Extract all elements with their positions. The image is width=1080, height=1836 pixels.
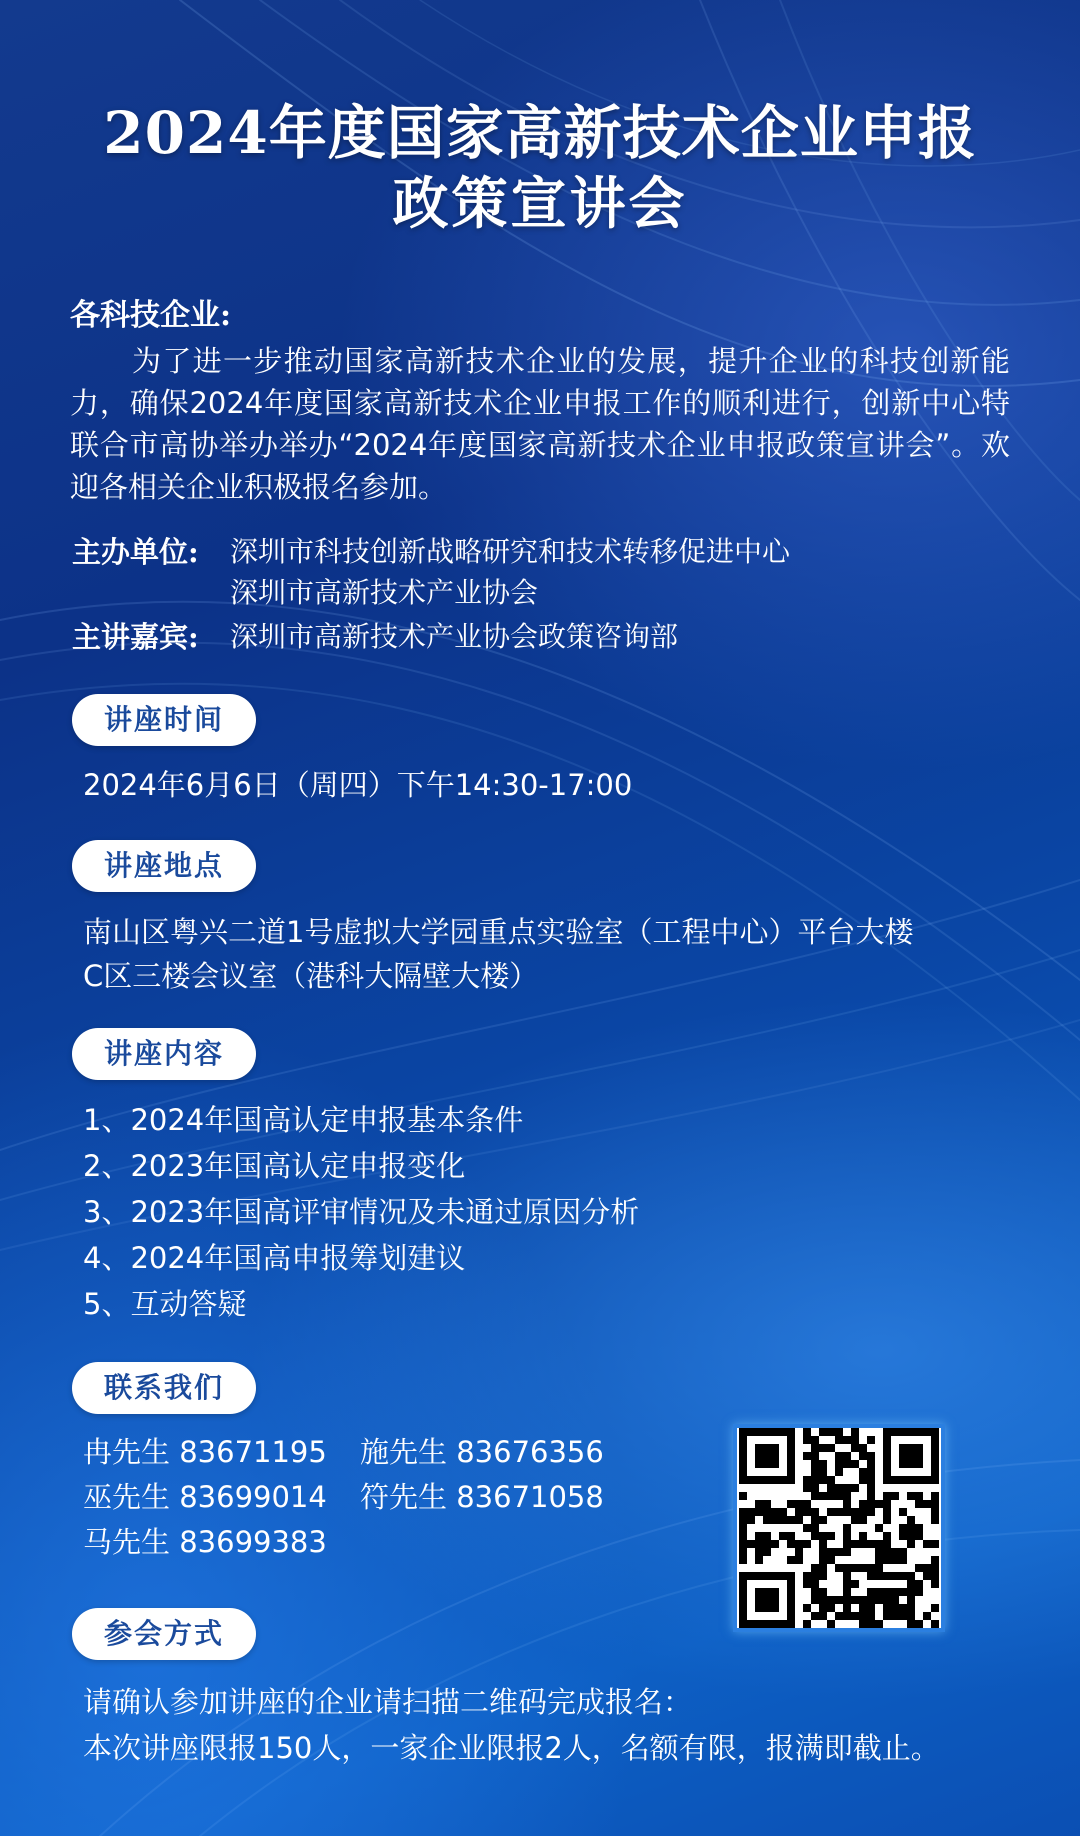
content-item-3: 3、2023年国高评审情况及未通过原因分析 (83, 1195, 640, 1229)
section-label-content: 讲座内容 (72, 1028, 256, 1080)
lecture-place-line-1: 南山区粤兴二道1号虚拟大学园重点实验室（工程中心）平台大楼 (83, 915, 914, 949)
salutation: 各科技企业: (70, 298, 232, 333)
contact-5: 马先生 83699383 (83, 1525, 327, 1559)
contact-2: 施先生 83676356 (360, 1435, 604, 1469)
intro-paragraph: 为了进一步推动国家高新技术企业的发展，提升企业的科技创新能力，确保2024年度国家高新技术企业申报工作的顺利进行，创新中心特联合市高协举办举办“2024年度国家高新技术企业申报政策宣讲会”。欢迎各相关企业积极报名参加。 (70, 344, 1010, 504)
content-item-2: 2、2023年国高认定申报变化 (83, 1149, 466, 1183)
content-item-1: 1、2024年国高认定申报基本条件 (83, 1103, 524, 1137)
organizer-2: 深圳市高新技术产业协会 (230, 576, 539, 609)
content-item-5: 5、互动答疑 (83, 1287, 247, 1321)
contact-3: 巫先生 83699014 (83, 1480, 327, 1514)
lecture-place-line-2: C区三楼会议室（港科大隔壁大楼） (83, 959, 539, 993)
section-label-place: 讲座地点 (72, 840, 256, 892)
section-label-join: 参会方式 (72, 1608, 256, 1660)
section-label-contact: 联系我们 (72, 1362, 256, 1414)
join-line-1: 请确认参加讲座的企业请扫描二维码完成报名： (83, 1685, 693, 1719)
organizers-label: 主办单位: (72, 535, 199, 569)
speaker-value: 深圳市高新技术产业协会政策咨询部 (230, 620, 679, 653)
qr-code-icon[interactable] (733, 1424, 945, 1632)
title-line-2: 政策宣讲会 (392, 171, 688, 237)
section-label-time: 讲座时间 (72, 694, 256, 746)
content-item-4: 4、2024年国高申报筹划建议 (83, 1241, 466, 1275)
title-line-1: 2024年度国家高新技术企业申报 (103, 99, 977, 167)
qr-code-graphic (737, 1428, 941, 1628)
lecture-time: 2024年6月6日（周四）下午14:30-17:00 (83, 768, 633, 802)
join-line-2: 本次讲座限报150人，一家企业限报2人，名额有限，报满即截止。 (83, 1731, 940, 1765)
organizer-1: 深圳市科技创新战略研究和技术转移促进中心 (230, 535, 791, 568)
contact-1: 冉先生 83671195 (83, 1435, 327, 1469)
speaker-label: 主讲嘉宾: (72, 620, 199, 654)
contact-4: 符先生 83671058 (360, 1480, 604, 1514)
